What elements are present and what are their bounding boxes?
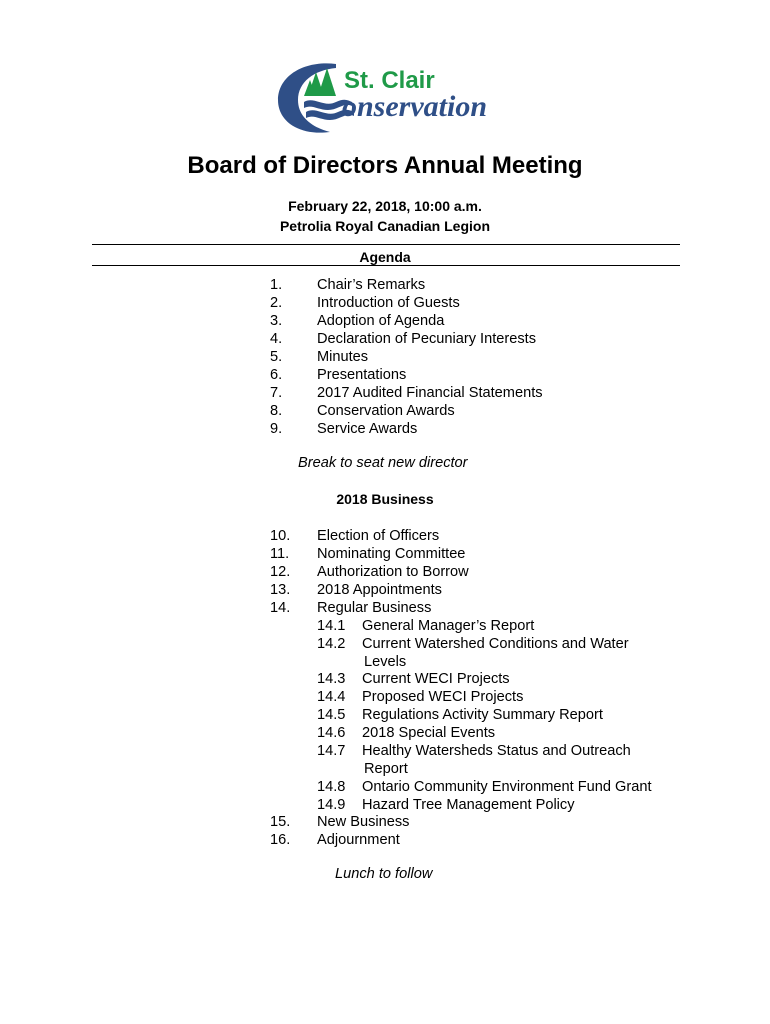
subitem-number: 14.4 bbox=[317, 689, 346, 705]
subitem-label: Current WECI Projects bbox=[362, 671, 510, 687]
subitem-label: General Manager’s Report bbox=[362, 618, 535, 634]
st-clair-conservation-logo bbox=[274, 58, 514, 136]
page-title: Board of Directors Annual Meeting bbox=[187, 152, 583, 179]
logo-line2: onservation bbox=[342, 90, 488, 123]
subitem-number: 14.2 bbox=[317, 636, 346, 652]
item-label: Conservation Awards bbox=[317, 403, 455, 419]
meeting-location: Petrolia Royal Canadian Legion bbox=[279, 218, 491, 234]
item-number: 4. bbox=[270, 331, 283, 347]
subitem-label: Healthy Watersheds Status and Outreach bbox=[362, 743, 631, 759]
business-heading: 2018 Business bbox=[336, 491, 434, 507]
item-number: 15. bbox=[270, 814, 291, 830]
item-label: Authorization to Borrow bbox=[317, 564, 469, 580]
item-number: 2. bbox=[270, 295, 283, 311]
item-number: 3. bbox=[270, 313, 283, 329]
item-number: 9. bbox=[270, 421, 283, 437]
item-label: New Business bbox=[317, 814, 410, 830]
item-label: Introduction of Guests bbox=[317, 295, 460, 311]
divider-top bbox=[92, 244, 680, 245]
subitem-number: 14.1 bbox=[317, 618, 346, 634]
subitem-label: 2018 Special Events bbox=[362, 725, 496, 741]
meeting-date: February 22, 2018, 10:00 a.m. bbox=[288, 198, 482, 214]
item-number: 12. bbox=[270, 564, 291, 580]
closing-note: Lunch to follow bbox=[335, 866, 433, 882]
item-label: 2018 Appointments bbox=[317, 582, 442, 598]
subitem-label: Ontario Community Environment Fund Grant bbox=[362, 779, 652, 795]
item-label: Adoption of Agenda bbox=[317, 313, 445, 329]
item-label: Adjournment bbox=[317, 832, 400, 848]
item-label: 2017 Audited Financial Statements bbox=[317, 385, 543, 401]
item-label: Service Awards bbox=[317, 421, 418, 437]
item-number: 1. bbox=[270, 277, 283, 293]
item-number: 11. bbox=[270, 546, 290, 562]
logo-line1: St. Clair bbox=[344, 67, 435, 94]
item-number: 6. bbox=[270, 367, 283, 383]
item-number: 14. bbox=[270, 600, 291, 616]
subitem-number: 14.5 bbox=[317, 707, 346, 723]
subitem-number: 14.3 bbox=[317, 671, 346, 687]
subitem-label: Regulations Activity Summary Report bbox=[362, 707, 603, 723]
item-number: 8. bbox=[270, 403, 283, 419]
subitem-label-continued: Levels bbox=[364, 654, 407, 670]
subitem-label: Proposed WECI Projects bbox=[362, 689, 524, 705]
item-number: 10. bbox=[270, 528, 291, 544]
item-label: Minutes bbox=[317, 349, 369, 365]
break-note: Break to seat new director bbox=[298, 455, 468, 471]
subitem-number: 14.8 bbox=[317, 779, 346, 795]
subitem-label-continued: Report bbox=[364, 761, 408, 777]
subitem-label: Hazard Tree Management Policy bbox=[362, 797, 575, 813]
item-label: Election of Officers bbox=[317, 528, 440, 544]
item-label: Chair’s Remarks bbox=[317, 277, 426, 293]
agenda-heading: Agenda bbox=[359, 249, 411, 265]
subitem-number: 14.6 bbox=[317, 725, 346, 741]
item-number: 7. bbox=[270, 385, 283, 401]
logo-tree-icon bbox=[318, 68, 336, 96]
item-number: 5. bbox=[270, 349, 283, 365]
subitem-label: Current Watershed Conditions and Water bbox=[362, 636, 629, 652]
divider-bottom bbox=[92, 265, 680, 266]
subitem-number: 14.9 bbox=[317, 797, 346, 813]
item-number: 13. bbox=[270, 582, 291, 598]
item-number: 16. bbox=[270, 832, 291, 848]
subitem-number: 14.7 bbox=[317, 743, 346, 759]
item-label: Nominating Committee bbox=[317, 546, 466, 562]
item-label: Declaration of Pecuniary Interests bbox=[317, 331, 537, 347]
item-label: Regular Business bbox=[317, 600, 432, 616]
item-label: Presentations bbox=[317, 367, 407, 383]
